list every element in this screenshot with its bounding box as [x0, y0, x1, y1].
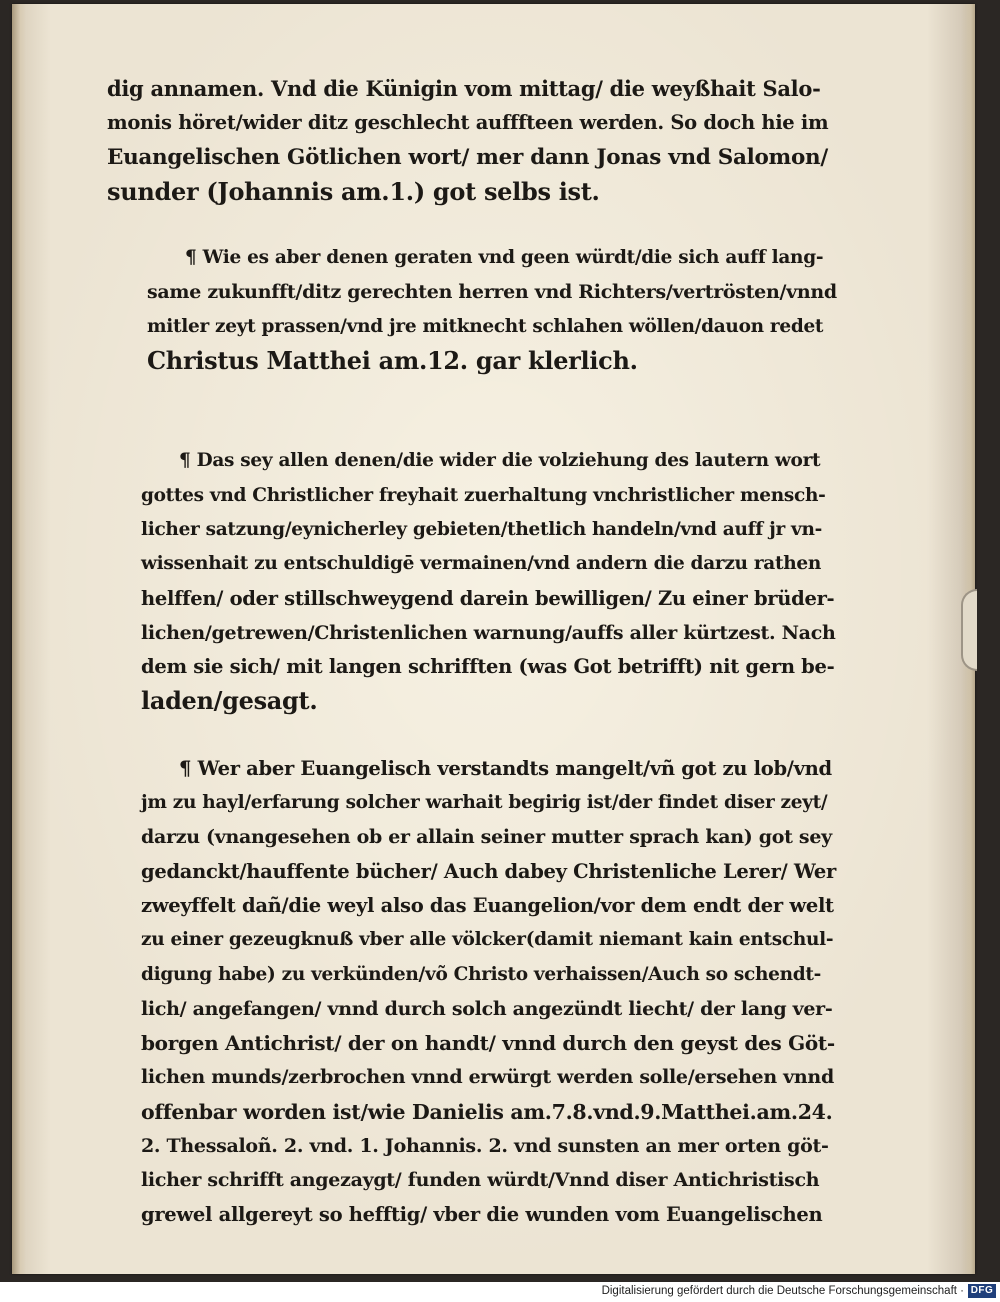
text-line: gedanckt/hauffente bücher/ Auch dabey Christenliche Lerer/ Wer: [141, 859, 836, 883]
text-line: ¶ Wie es aber denen geraten vnd geen würdt/die sich auff lang-: [185, 247, 824, 269]
text-line: lich/ angefangen/ vnnd durch solch angezündt liecht/ der lang ver-: [141, 997, 833, 1020]
paragraph: [107, 72, 827, 209]
text-line: lichen munds/zerbrochen vnnd erwürgt werden solle/ersehen vnnd: [141, 1066, 834, 1089]
text-line: dem sie sich/ mit langen schrifften (was Got betrifft) nit gern be-: [141, 655, 835, 679]
page-clip-mark: [961, 589, 977, 671]
text-line: jm zu hayl/erfarung solcher warhait begirig ist/der findet diser zeyt/: [141, 792, 828, 814]
text-line: zu einer gezeugknuß vber alle völcker(damit niemant kain entschul-: [141, 929, 834, 951]
text-line: sunder (Johannis am.1.) got selbs ist.: [107, 176, 600, 206]
text-line: mitler zeyt prassen/vnd jre mitknecht schlahen wöllen/dauon redet: [147, 315, 824, 337]
text-line: grewel allgereyt so hefftig/ vber die wunden vom Euangelischen: [141, 1202, 823, 1226]
paragraph: [107, 444, 836, 718]
text-line: licher satzung/eynicherley gebieten/thetlich handeln/vnd auff jr vn-: [141, 518, 823, 540]
text-line: borgen Antichrist/ der on handt/ vnnd durch den geyst des Göt-: [141, 1031, 835, 1056]
text-line: lichen/getrewen/Christenlichen warnung/auffs aller kürtzest. Nach: [141, 621, 836, 644]
text-line: digung habe) zu verkünden/võ Christo verhaissen/Auch so schendt-: [141, 963, 822, 985]
text-line: gottes vnd Christlicher freyhait zuerhaltung vnchristlicher mensch-: [141, 484, 826, 506]
text-line: monis höret/wider ditz geschlecht aufffteen werden. So doch hie im: [107, 111, 829, 135]
text-line: laden/gesagt.: [141, 686, 318, 716]
text-line: Euangelischen Götlichen wort/ mer dann Jonas vnd Salomon/: [107, 144, 828, 170]
text-line: darzu (vnangesehen ob er allain seiner mutter sprach kan) got sey: [141, 826, 832, 849]
text-line: same zukunfft/ditz gerechten herren vnd Richters/vertrösten/vnnd: [147, 281, 837, 304]
text-line: zweyffelt dañ/die weyl also das Euangelion/vor dem endt der welt: [141, 893, 834, 917]
text-line: offenbar worden ist/wie Danielis am.7.8.vnd.9.Matthei.am.24.: [141, 1099, 833, 1124]
page-binding-edge: [12, 4, 26, 1274]
page-text: [107, 72, 837, 1232]
text-line: 2. Thessaloñ. 2. vnd. 1. Johannis. 2. vnd sunsten an mer orten göt-: [141, 1135, 829, 1158]
paragraph: [107, 241, 837, 378]
text-line: Christus Matthei am.12. gar klerlich.: [147, 346, 638, 376]
text-line: dig annamen. Vnd die Künigin vom mittag/ die weyßhait Salo-: [107, 76, 821, 101]
funding-credit: Digitalisierung gefördert durch die Deutsche Forschungsgemeinschaft ·: [601, 1285, 964, 1297]
dfg-logo: DFG: [968, 1284, 996, 1298]
text-line: ¶ Wer aber Euangelisch verstandts mangelt/vñ got zu lob/vnd: [179, 756, 832, 780]
text-line: licher schrifft angezaygt/ funden würdt/Vnnd diser Antichristisch: [141, 1169, 820, 1192]
paragraph: [107, 752, 836, 1232]
text-line: helffen/ oder stillschweygend darein bewilligen/ Zu einer brüder-: [141, 586, 835, 610]
text-line: ¶ Das sey allen denen/die wider die volziehung des lautern wort: [179, 450, 821, 472]
text-line: wissenhait zu entschuldigē vermainen/vnd andern die darzu rathen: [141, 553, 821, 575]
